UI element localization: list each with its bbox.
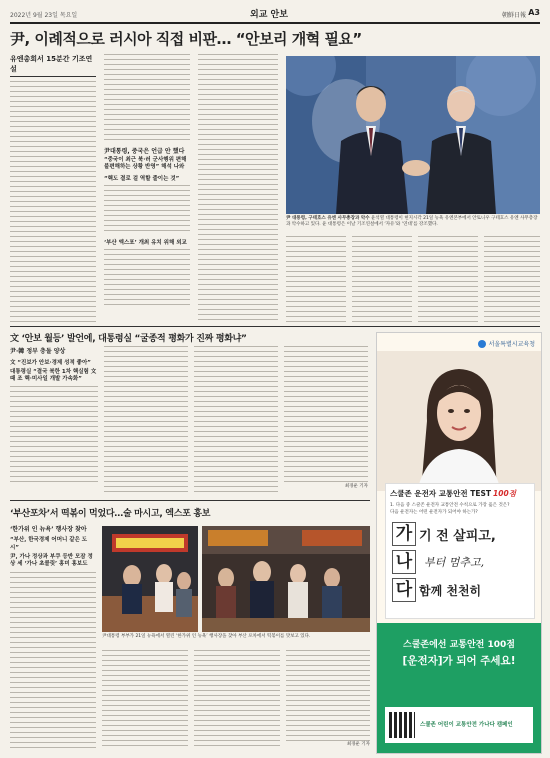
ad-slogan-box [377,623,541,753]
story1-column-2 [104,54,190,322]
busan-pocha-photo-2 [202,526,370,632]
story1-column-6 [418,236,478,322]
ad-test-sheet [385,483,535,619]
story3-column-4 [286,650,370,752]
acrostic-text-1: 기 전 살피고, [419,528,496,544]
story2-column-2 [104,346,188,494]
ad-slogan-2: [운전자]가 되어 주세요! [402,655,516,667]
acrostic-letter-ga: 가 [392,522,416,546]
acrostic-letter-da: 다 [392,578,416,602]
qr-code-icon [389,712,415,738]
ad-test-line-2: 다음 운전자는 어떤 운전자가 되어야 하는가? [390,510,478,515]
section-title: 외교 안보 [250,10,288,20]
ad-test-line-1: 1. 다음 중 스쿨존 운전자 교통안전 수칙으로 가장 옳은 것은? [390,503,510,508]
newspaper-name: 朝鮮日報 [501,12,526,19]
story3-subhead-3: 尹, 가나 정상과 부쿠 등반 모잠 정상 세 ‘가나 초콜릿’ 홍미 홍보도 [10,554,93,567]
divider [10,326,540,327]
ad-campaign-bar [385,707,533,743]
story2-column-1 [10,346,98,496]
ad-org: 서울특별시교육청 [478,339,535,348]
story2-column-3 [194,346,278,494]
divider [10,500,370,501]
story3-subhead-2: “부산, 한국경제 어머니 같은 도시” [10,537,88,551]
ad-slogan-1: 스쿨존에선 교통안전 100점 [403,640,515,650]
story1-column-5 [352,236,412,322]
story3-subhead-1: ‘한가위 인 뉴욕’ 행사장 찾아 [10,526,87,533]
issue-date: 2022년 9월 23일 목요일 [10,12,78,19]
ad-campaign: 스쿨존 어린이 교통안전 가나다 캠페인 [420,721,513,728]
caption-text: 윤석열 대통령이 현지시각 21일 뉴욕 유엔본부에서 안토니우 구테흐스 유엔 사무총장과 악수하고 있다. 윤 대통령은 이날 기조연설에서 ‘자유’와 ‘연대’를 강조했다. [286,216,538,227]
ad-title: 스쿨존 운전자 교통안전 TEST 100점 [390,489,516,498]
handshake-photo [286,56,540,214]
school-zone-ad [376,332,542,754]
ad-acrostic [392,522,530,602]
education-office-logo-icon [478,340,486,348]
handshake-photo-caption [286,216,540,228]
busan-pocha-caption: 尹대통령 부부가 21일 뉴욕에서 열린 ‘한가위 인 뉴욕’ 행사장을 찾아 부산 포차에서 떡볶이를 맛보고 있다. [102,634,311,639]
ad-score: 100점 [493,489,516,498]
story2-subhead-2: 文 “진보가 안보·경제 성적 좋아” [10,360,91,366]
story1-headline: 尹, 이례적으로 러시아 직접 비판… “안보리 개혁 필요” [10,30,362,48]
story1-inline-subhead-2: “핵도 결로 겉 역할 줄이는 것” [104,176,180,182]
acrostic-text-3: 함께 천천히 [419,583,482,598]
story3-column-3 [194,650,280,750]
page-header [10,6,540,24]
story1-subhead: 유엔총회서 15분간 기조연설 [10,54,96,77]
story1-column-7 [484,236,540,322]
story1-column-4 [286,236,346,322]
acrostic-letter-na: 나 [392,550,416,574]
story2-column-4 [284,346,368,496]
story1-inline-quote: “중국이 최근 북·러 군사행위 편해 불편해하는 상황 반영” 해석 나와 [104,157,187,170]
story1-inline-subhead-1: 尹대통령, 중국은 언급 안 했다 [104,148,185,155]
story1-inline-subhead-3: ‘부산 엑스포’ 개최 유치 위해 외교 [104,240,187,246]
story3-column-1 [10,524,96,752]
story3-headline: ‘부산포차’서 떡볶이 먹었다…술 마시고, 엑스포 홍보 [10,509,211,519]
acrostic-text-2: 부터 멈추고, [424,556,485,569]
story1-column-3 [198,54,278,322]
busan-pocha-photo-1 [102,526,198,632]
story2-headline: 文 ‘안보 월등’ 발언에, 대통령실 “굴종적 평화가 진짜 평화냐” [10,334,247,344]
story3-column-2 [102,650,188,750]
ad-portrait [377,351,541,491]
caption-label: 尹 대통령, 구테흐스 유엔 사무총장과 악수 [286,216,370,221]
story2-byline: 최경운 기자 [344,484,368,489]
story1-column-1 [10,54,96,322]
page-number: A3 [528,8,540,17]
story2-subhead-1: 尹·韓 정부 충돌 양상 [10,348,66,355]
story3-byline: 최경운 기자 [346,742,370,747]
story2-subhead-3: 대통령실 “결국 북한 1차 핵실험 文때 조 핵·미사일 개발 가속화” [10,369,97,382]
